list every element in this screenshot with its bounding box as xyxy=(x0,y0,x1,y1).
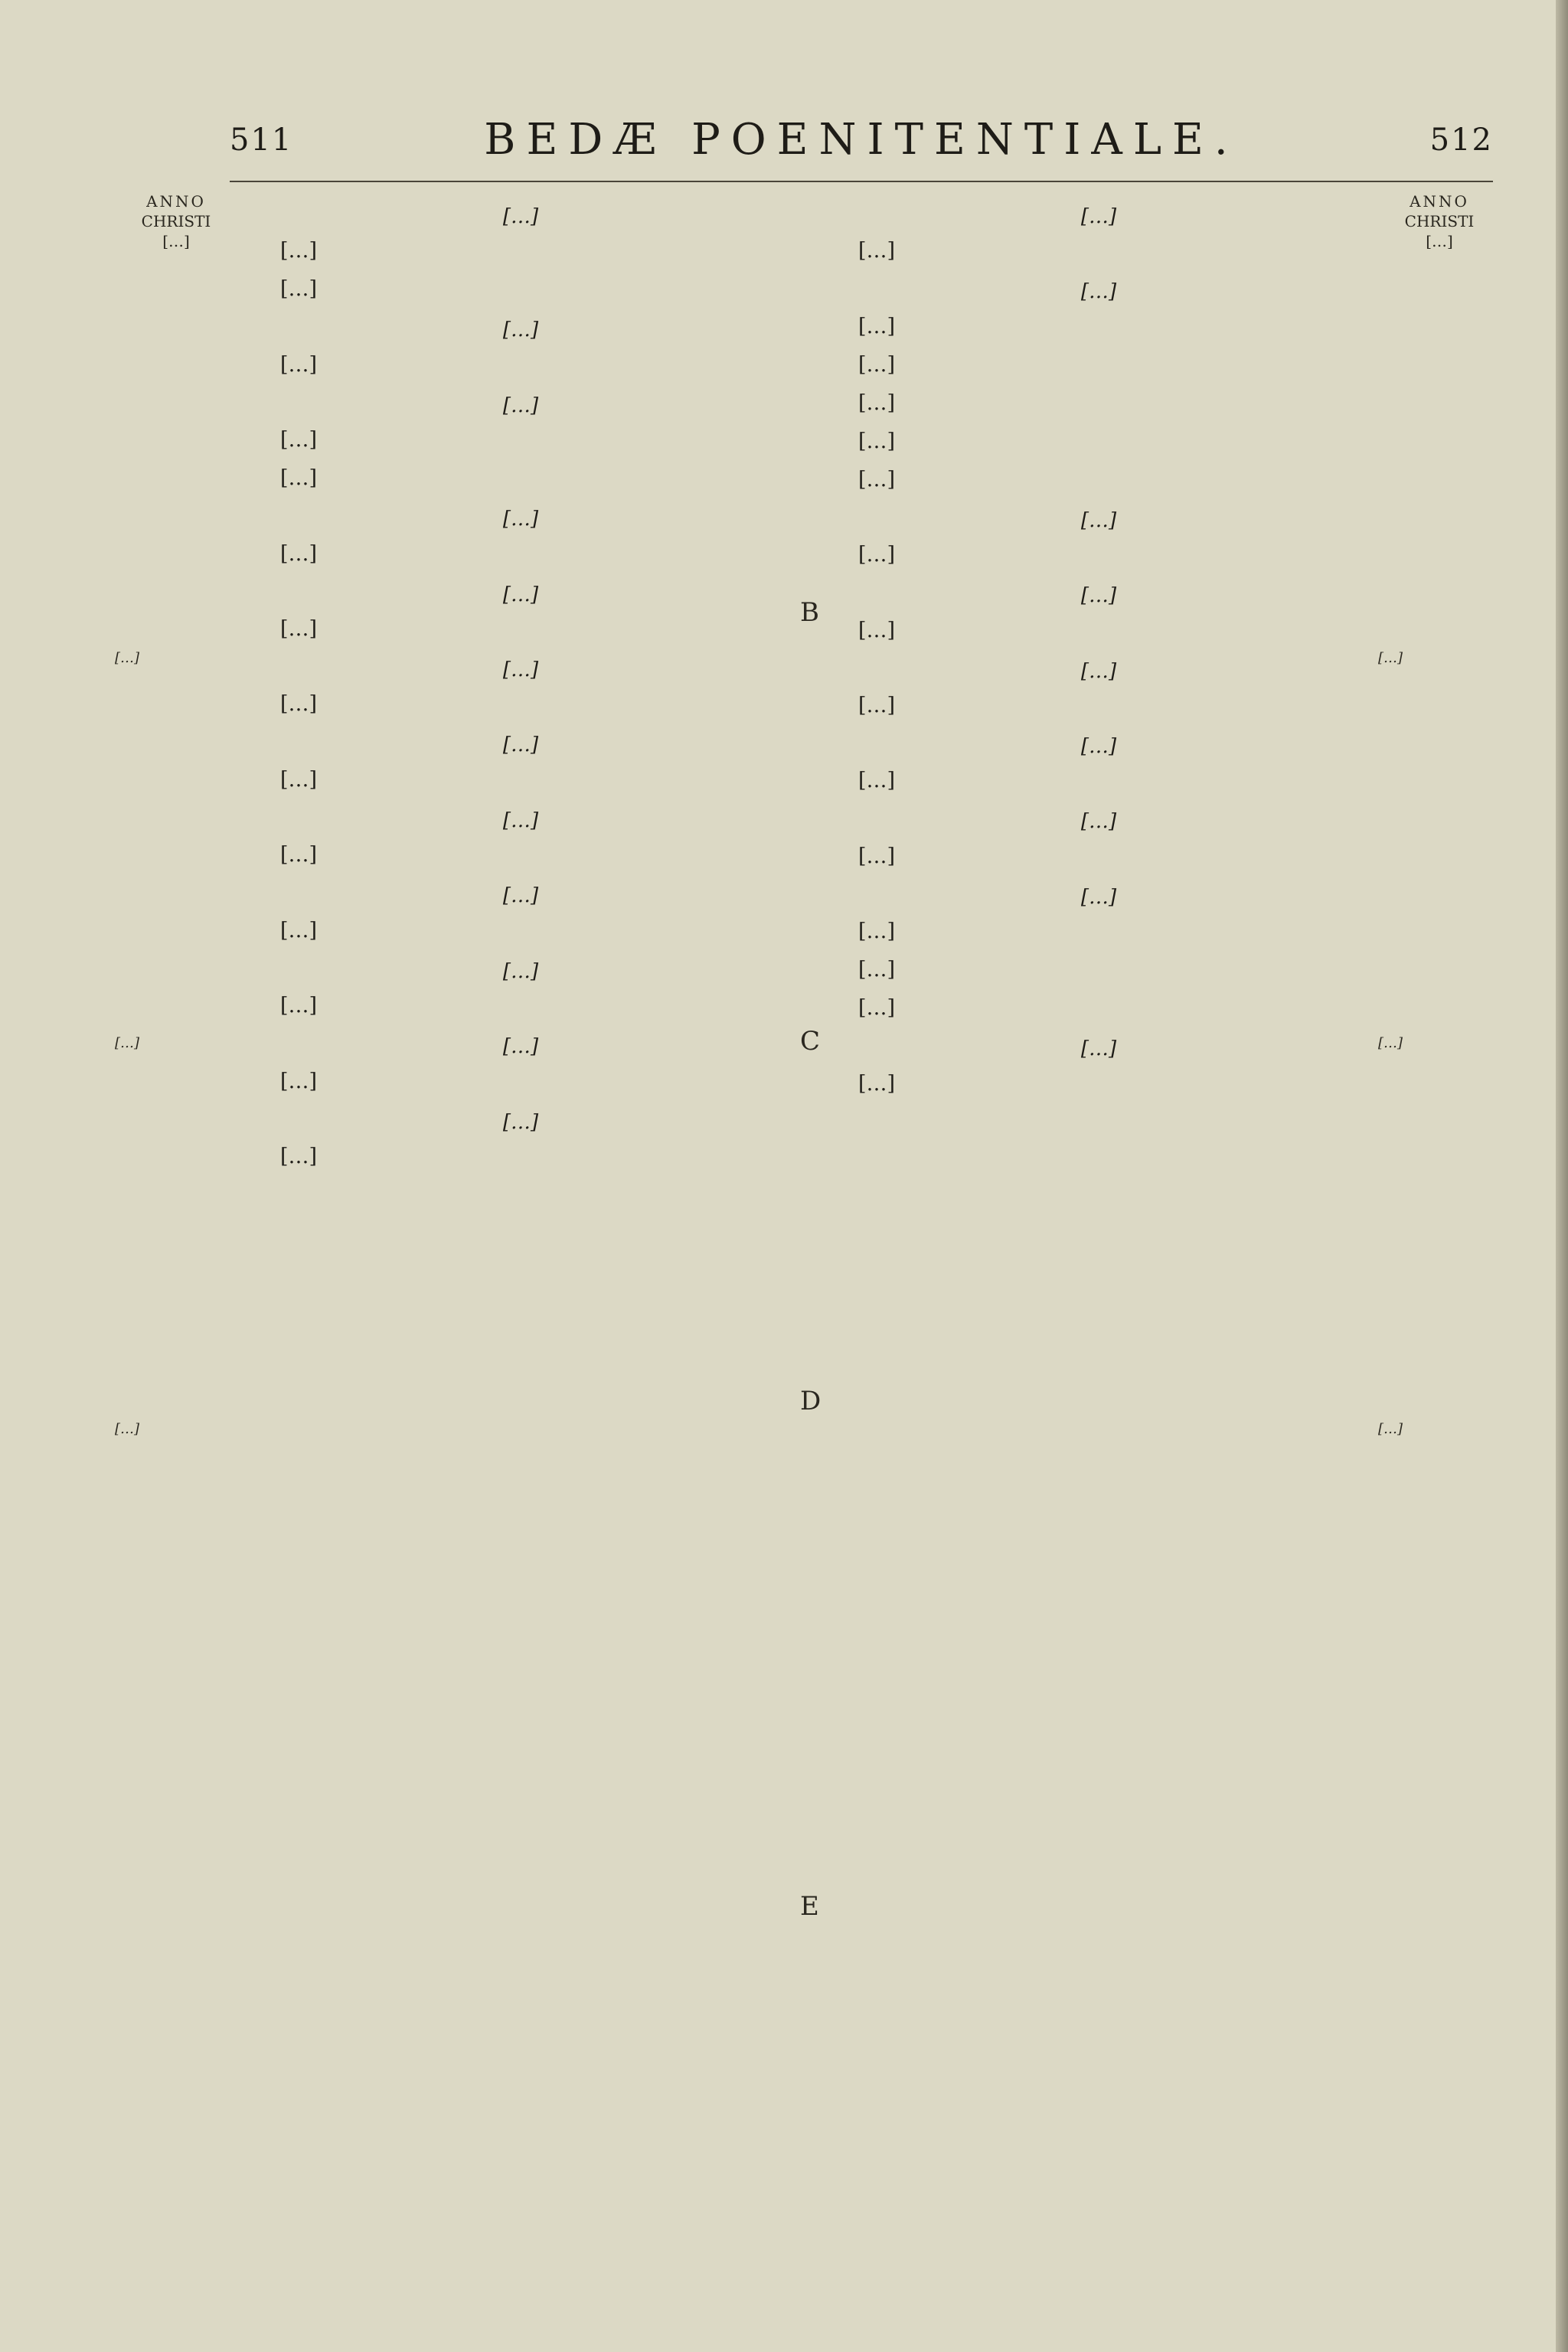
margin-anno-label: ANNO xyxy=(1410,192,1469,211)
margin-year-right xyxy=(1378,191,1501,251)
paragraph: […] xyxy=(858,920,896,944)
paragraph: […] xyxy=(280,843,318,867)
section-heading: […] xyxy=(1080,205,1117,228)
paragraph: […] xyxy=(858,693,896,717)
section-heading: […] xyxy=(502,808,539,832)
paragraph: […] xyxy=(280,1069,318,1093)
paragraph: […] xyxy=(858,996,896,1021)
section-heading: […] xyxy=(1080,584,1117,608)
paragraph: […] xyxy=(858,314,896,338)
section-heading: […] xyxy=(502,884,539,908)
section-heading: […] xyxy=(502,583,539,606)
paragraph: […] xyxy=(280,239,318,263)
paragraph: […] xyxy=(858,429,896,453)
section-heading: […] xyxy=(1080,659,1117,683)
section-heading: […] xyxy=(502,508,539,531)
section-heading: […] xyxy=(1080,734,1117,758)
paragraph: […] xyxy=(280,277,318,302)
page-number-left: 511 xyxy=(230,122,293,158)
paragraph: […] xyxy=(858,467,896,492)
section-heading: […] xyxy=(1080,885,1117,909)
section-heading: […] xyxy=(502,318,539,342)
paragraph: […] xyxy=(858,844,896,868)
paragraph: […] xyxy=(280,767,318,792)
section-letter-b: B xyxy=(800,597,819,628)
paragraph: […] xyxy=(280,1145,318,1169)
paragraph: […] xyxy=(280,466,318,491)
margin-anno-label: ANNO xyxy=(146,192,206,211)
section-letter-c: C xyxy=(800,1026,821,1057)
paragraph: […] xyxy=(280,541,318,566)
paragraph: […] xyxy=(858,618,896,642)
margin-note: […] xyxy=(115,650,140,666)
paragraph: […] xyxy=(858,239,896,263)
paragraph: […] xyxy=(858,769,896,793)
paragraph: […] xyxy=(280,692,318,717)
paragraph: […] xyxy=(280,918,318,942)
margin-note: […] xyxy=(1378,650,1403,666)
margin-christi-label: CHRISTI xyxy=(141,212,211,230)
running-head xyxy=(230,115,1493,184)
margin-year-value: […] xyxy=(162,232,190,250)
running-title: BEDÆ POENITENTIALE. xyxy=(484,115,1239,165)
section-letter-d: D xyxy=(800,1386,822,1416)
paragraph: […] xyxy=(858,1071,896,1096)
section-heading: […] xyxy=(502,1035,539,1059)
header-rule xyxy=(230,181,1493,182)
right-margin xyxy=(1378,191,1501,2320)
right-text-column xyxy=(831,191,1367,2320)
margin-note: […] xyxy=(115,1035,140,1052)
section-heading: […] xyxy=(502,1110,539,1134)
margin-christi-label: CHRISTI xyxy=(1404,212,1475,230)
section-heading: […] xyxy=(1080,280,1117,304)
section-heading: […] xyxy=(1080,1037,1117,1061)
paragraph: […] xyxy=(280,428,318,452)
section-heading: […] xyxy=(502,205,539,228)
paragraph: […] xyxy=(858,543,896,567)
paragraph: […] xyxy=(280,352,318,377)
section-heading: […] xyxy=(502,733,539,757)
margin-note: […] xyxy=(1378,1420,1403,1437)
paragraph: […] xyxy=(280,617,318,642)
paragraph: […] xyxy=(858,390,896,415)
left-text-column xyxy=(253,191,789,2320)
paragraph: […] xyxy=(858,352,896,377)
margin-note: […] xyxy=(115,1420,140,1437)
section-heading: […] xyxy=(1080,508,1117,532)
page-number-right: 512 xyxy=(1429,122,1493,158)
margin-year-left xyxy=(115,191,237,251)
margin-note: […] xyxy=(1378,1035,1403,1052)
section-letter-e: E xyxy=(800,1891,819,1922)
paragraph: […] xyxy=(858,958,896,982)
section-heading: […] xyxy=(502,658,539,682)
section-heading: […] xyxy=(1080,810,1117,834)
page-edge-shadow xyxy=(1556,0,1568,2352)
section-heading: […] xyxy=(502,959,539,983)
section-heading: […] xyxy=(502,394,539,417)
left-margin xyxy=(115,191,237,2320)
paragraph: […] xyxy=(280,994,318,1018)
margin-year-value: […] xyxy=(1426,232,1453,250)
